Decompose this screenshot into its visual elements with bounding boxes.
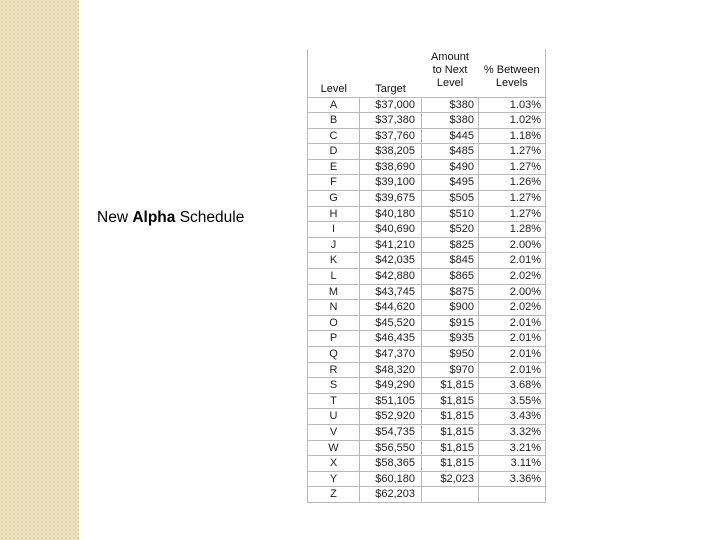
- table-row: [308, 144, 546, 160]
- cell-target: $46,435: [360, 331, 422, 347]
- cell-pct-between: [479, 487, 546, 503]
- cell-level: O: [308, 315, 360, 331]
- cell-target: $39,100: [360, 175, 422, 191]
- table-row: [308, 378, 546, 394]
- cell-amount-to-next: $950: [422, 347, 479, 363]
- cell-target: $42,880: [360, 269, 422, 285]
- cell-level: V: [308, 424, 360, 440]
- cell-amount-to-next: $865: [422, 269, 479, 285]
- cell-amount-to-next: $1,815: [422, 456, 479, 472]
- cell-level: W: [308, 440, 360, 456]
- table-row: [308, 159, 546, 175]
- header-target: Target: [360, 49, 422, 97]
- header-level: Level: [308, 49, 360, 97]
- cell-pct-between: 2.02%: [479, 300, 546, 316]
- cell-amount-to-next: $1,815: [422, 440, 479, 456]
- cell-target: $52,920: [360, 409, 422, 425]
- cell-target: $43,745: [360, 284, 422, 300]
- cell-target: $47,370: [360, 347, 422, 363]
- table-row: [308, 471, 546, 487]
- cell-target: $60,180: [360, 471, 422, 487]
- table-row: [308, 175, 546, 191]
- header-pct-line-2: Levels: [495, 77, 528, 89]
- cell-target: $51,105: [360, 393, 422, 409]
- cell-pct-between: 2.00%: [479, 237, 546, 253]
- decorative-side-strip: [0, 0, 79, 540]
- cell-target: $37,000: [360, 97, 422, 113]
- cell-pct-between: 3.11%: [479, 456, 546, 472]
- cell-pct-between: 1.18%: [479, 128, 546, 144]
- cell-target: $45,520: [360, 315, 422, 331]
- cell-amount-to-next: $490: [422, 159, 479, 175]
- schedule-table-container: [307, 49, 545, 503]
- caption-bold-word: Alpha: [132, 209, 176, 226]
- cell-target: $44,620: [360, 300, 422, 316]
- cell-level: Z: [308, 487, 360, 503]
- cell-target: $62,203: [360, 487, 422, 503]
- cell-amount-to-next: $970: [422, 362, 479, 378]
- cell-level: H: [308, 206, 360, 222]
- cell-amount-to-next: $520: [422, 222, 479, 238]
- table-row: [308, 113, 546, 129]
- cell-target: $58,365: [360, 456, 422, 472]
- caption-prefix: New: [97, 209, 129, 226]
- caption-suffix: Schedule: [179, 209, 245, 226]
- cell-amount-to-next: $485: [422, 144, 479, 160]
- cell-pct-between: 1.28%: [479, 222, 546, 238]
- table-row: [308, 191, 546, 207]
- table-row: [308, 300, 546, 316]
- cell-pct-between: 2.02%: [479, 269, 546, 285]
- cell-amount-to-next: $380: [422, 97, 479, 113]
- table-row: [308, 253, 546, 269]
- cell-pct-between: 2.01%: [479, 315, 546, 331]
- cell-level: Q: [308, 347, 360, 363]
- cell-target: $42,035: [360, 253, 422, 269]
- cell-pct-between: 1.02%: [479, 113, 546, 129]
- cell-amount-to-next: $1,815: [422, 409, 479, 425]
- cell-level: K: [308, 253, 360, 269]
- cell-pct-between: 2.01%: [479, 362, 546, 378]
- cell-target: $48,320: [360, 362, 422, 378]
- cell-pct-between: 3.32%: [479, 424, 546, 440]
- table-row: [308, 409, 546, 425]
- cell-pct-between: 2.01%: [479, 331, 546, 347]
- cell-target: $37,380: [360, 113, 422, 129]
- table-row: [308, 331, 546, 347]
- cell-amount-to-next: $380: [422, 113, 479, 129]
- table-row: [308, 347, 546, 363]
- cell-level: B: [308, 113, 360, 129]
- cell-pct-between: 3.68%: [479, 378, 546, 394]
- cell-target: $39,675: [360, 191, 422, 207]
- schedule-table: [307, 49, 546, 503]
- cell-amount-to-next: $445: [422, 128, 479, 144]
- table-row: [308, 440, 546, 456]
- cell-target: $40,690: [360, 222, 422, 238]
- cell-level: X: [308, 456, 360, 472]
- header-pct-line-1: % Between: [483, 64, 540, 76]
- cell-level: G: [308, 191, 360, 207]
- cell-amount-to-next: $900: [422, 300, 479, 316]
- cell-pct-between: 3.36%: [479, 471, 546, 487]
- cell-pct-between: 3.55%: [479, 393, 546, 409]
- cell-amount-to-next: $845: [422, 253, 479, 269]
- cell-pct-between: 2.00%: [479, 284, 546, 300]
- cell-amount-to-next: $1,815: [422, 393, 479, 409]
- cell-level: I: [308, 222, 360, 238]
- table-row: [308, 269, 546, 285]
- header-amount: [422, 49, 479, 97]
- header-pct: [479, 49, 546, 97]
- cell-pct-between: 1.27%: [479, 206, 546, 222]
- cell-pct-between: 3.43%: [479, 409, 546, 425]
- cell-amount-to-next: $2,023: [422, 471, 479, 487]
- table-row: [308, 284, 546, 300]
- cell-amount-to-next: $495: [422, 175, 479, 191]
- cell-level: D: [308, 144, 360, 160]
- cell-pct-between: 1.27%: [479, 144, 546, 160]
- cell-target: $38,690: [360, 159, 422, 175]
- cell-target: $38,205: [360, 144, 422, 160]
- cell-level: C: [308, 128, 360, 144]
- cell-amount-to-next: $1,815: [422, 378, 479, 394]
- cell-level: E: [308, 159, 360, 175]
- cell-amount-to-next: $510: [422, 206, 479, 222]
- cell-pct-between: 1.27%: [479, 191, 546, 207]
- cell-level: L: [308, 269, 360, 285]
- cell-pct-between: 2.01%: [479, 347, 546, 363]
- cell-target: $37,760: [360, 128, 422, 144]
- cell-pct-between: 3.21%: [479, 440, 546, 456]
- cell-level: U: [308, 409, 360, 425]
- table-row: [308, 128, 546, 144]
- table-row: [308, 97, 546, 113]
- cell-amount-to-next: $935: [422, 331, 479, 347]
- cell-target: $49,290: [360, 378, 422, 394]
- cell-amount-to-next: [422, 487, 479, 503]
- cell-level: P: [308, 331, 360, 347]
- table-row: [308, 424, 546, 440]
- table-row: [308, 315, 546, 331]
- cell-target: $40,180: [360, 206, 422, 222]
- cell-level: F: [308, 175, 360, 191]
- cell-level: M: [308, 284, 360, 300]
- table-row: [308, 222, 546, 238]
- cell-target: $56,550: [360, 440, 422, 456]
- header-amount-line-2: to Next: [432, 64, 468, 76]
- table-row: [308, 362, 546, 378]
- header-amount-line-3: Level: [436, 77, 464, 89]
- cell-level: R: [308, 362, 360, 378]
- cell-level: Y: [308, 471, 360, 487]
- cell-target: $54,735: [360, 424, 422, 440]
- cell-level: S: [308, 378, 360, 394]
- cell-level: N: [308, 300, 360, 316]
- cell-level: T: [308, 393, 360, 409]
- table-row: [308, 393, 546, 409]
- cell-pct-between: 1.27%: [479, 159, 546, 175]
- table-row: [308, 456, 546, 472]
- cell-pct-between: 1.26%: [479, 175, 546, 191]
- cell-level: J: [308, 237, 360, 253]
- table-row: [308, 206, 546, 222]
- cell-amount-to-next: $825: [422, 237, 479, 253]
- header-amount-line-1: Amount: [431, 51, 469, 63]
- cell-target: $41,210: [360, 237, 422, 253]
- cell-amount-to-next: $1,815: [422, 424, 479, 440]
- table-body: [308, 97, 546, 502]
- table-row: [308, 487, 546, 503]
- cell-amount-to-next: $505: [422, 191, 479, 207]
- table-row: [308, 237, 546, 253]
- cell-amount-to-next: $875: [422, 284, 479, 300]
- cell-level: A: [308, 97, 360, 113]
- table-header-row: [308, 49, 546, 97]
- cell-pct-between: 2.01%: [479, 253, 546, 269]
- slide-caption: [97, 209, 244, 227]
- cell-pct-between: 1.03%: [479, 97, 546, 113]
- cell-amount-to-next: $915: [422, 315, 479, 331]
